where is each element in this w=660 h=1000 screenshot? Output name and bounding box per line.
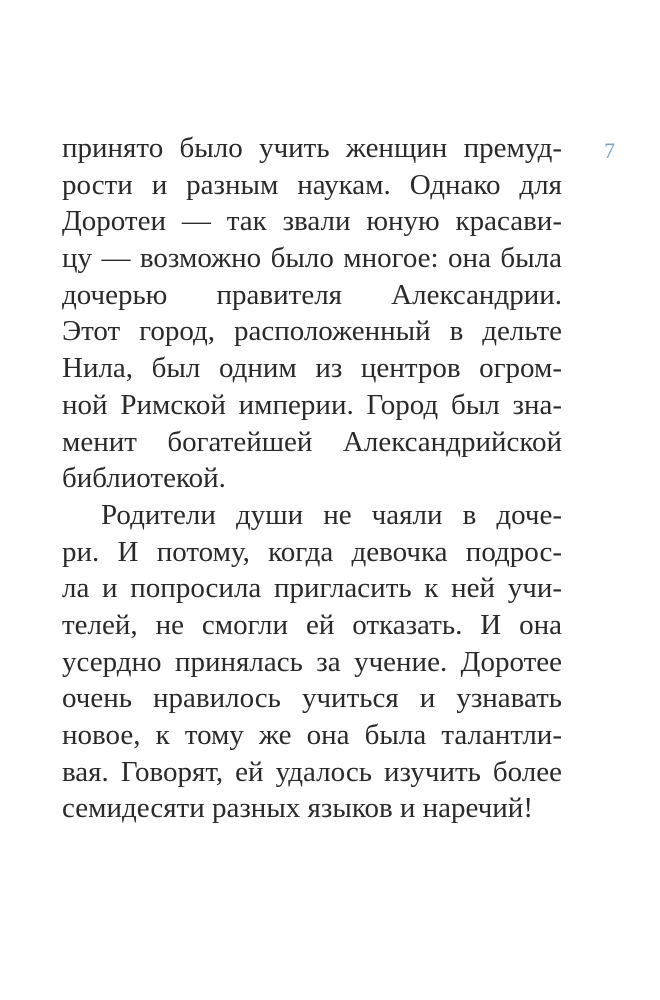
text-line: очень нравилось учиться и узнавать bbox=[62, 682, 562, 715]
text-line: ной Римской империи. Город был зна- bbox=[62, 388, 562, 421]
text-line: вая. Говорят, ей удалось изучить более bbox=[62, 755, 562, 788]
body-text bbox=[62, 130, 562, 827]
text-line: ри. И потому, когда девочка подрос- bbox=[62, 535, 562, 568]
text-line: принято было учить женщин премуд- bbox=[62, 132, 562, 164]
text-line: Нила, был одним из центров огром- bbox=[62, 352, 562, 385]
text-line: телей, не смогли ей отказать. И она bbox=[62, 608, 562, 641]
text-line: Доротеи — так звали юную красави- bbox=[62, 205, 562, 238]
text-line: усердно принялась за учение. Доротее bbox=[62, 645, 562, 678]
text-line: дочерью правителя Александрии. bbox=[62, 278, 562, 311]
text-line: новое, к тому же она была талантли- bbox=[62, 719, 562, 751]
paragraph-2 bbox=[62, 497, 562, 827]
page-number: 7 bbox=[604, 138, 615, 163]
text-line: цу — возможно было многое: она была bbox=[62, 242, 562, 275]
text-line: семидесяти разных языков и наречий! bbox=[62, 792, 533, 825]
text-line: библиотекой. bbox=[62, 462, 226, 495]
text-line: рости и разным наукам. Однако для bbox=[62, 168, 562, 201]
text-line: ла и попросила пригласить к ней учи- bbox=[62, 572, 562, 605]
paragraph-1 bbox=[62, 130, 562, 497]
text-line: менит богатейшей Александрийской bbox=[62, 425, 562, 458]
text-line: Родители души не чаяли в доче- bbox=[101, 498, 562, 531]
text-line: Этот город, расположенный в дельте bbox=[62, 315, 562, 348]
